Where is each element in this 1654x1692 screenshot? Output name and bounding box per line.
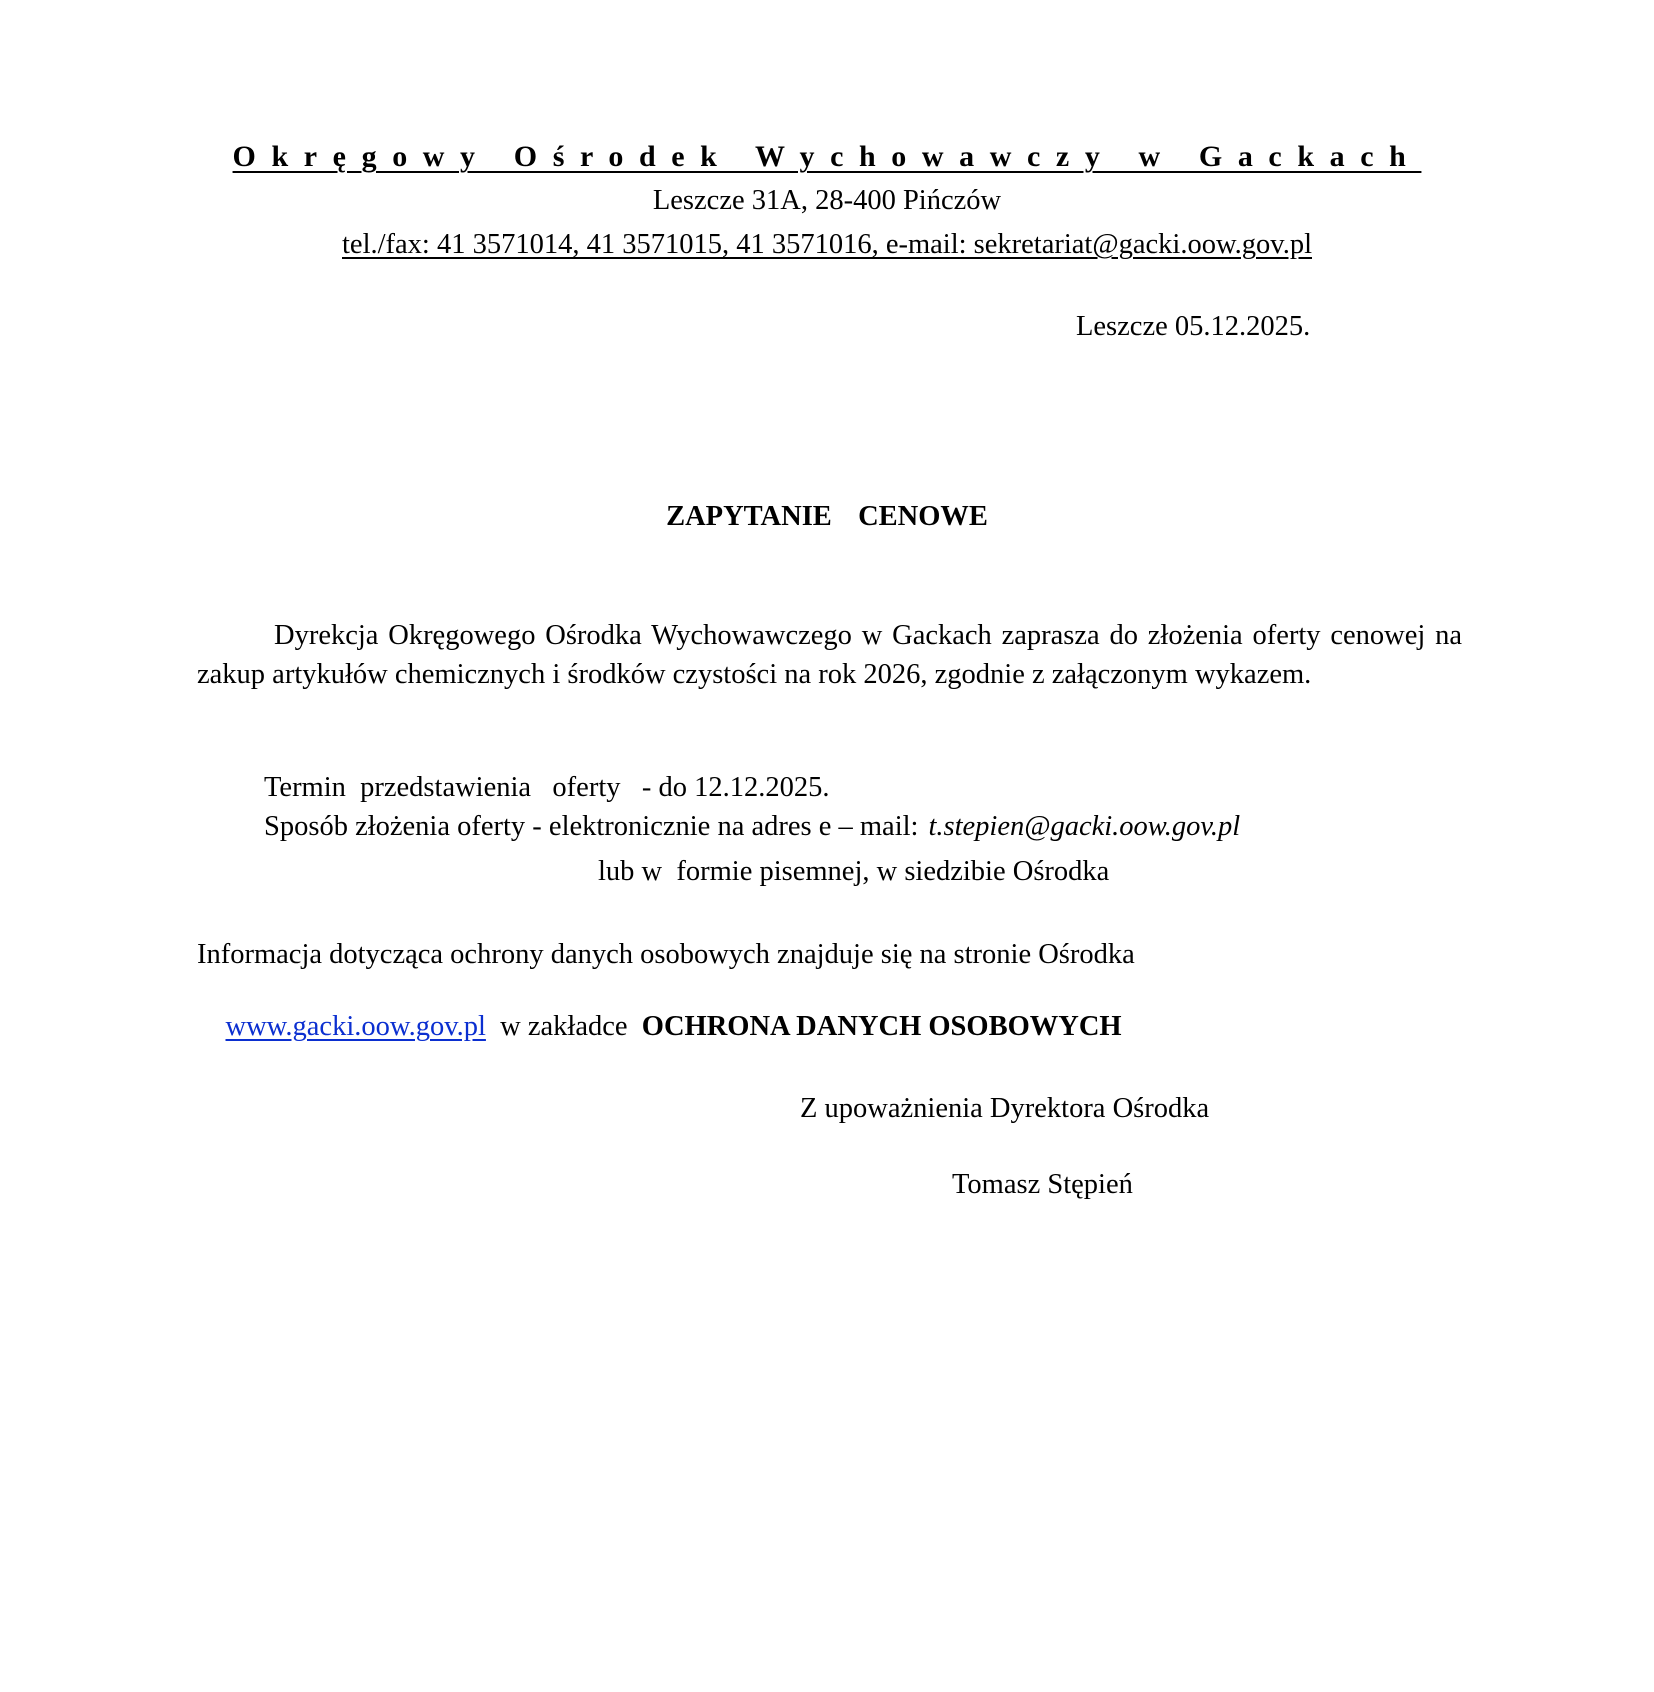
signature-authorization: Z upoważnienia Dyrektora Ośrodka [800,1093,1210,1124]
institution-address: Leszcze 31A, 28-400 Pińczów [652,185,1002,216]
signature-name: Tomasz Stępień [952,1169,1133,1200]
institution-contact-text: tel./fax: 41 3571014, 41 3571015, 41 3571016, e-mail: sekretariat@gacki.oow.gov.pl [342,229,1312,260]
privacy-info-link-line [197,976,1122,1078]
institution-name [0,140,1654,174]
institution-name-text: Okręgowy Ośrodek Wychowawczy w Gackach [232,140,1422,173]
submission-alternative: lub w formie pisemnej, w siedzibie Ośrodka [598,856,1110,887]
body-paragraph: Dyrekcja Okręgowego Ośrodka Wychowawczego w Gackach zaprasza do złożenia oferty cenowej na zakup artykułów chemicznych i środków czystości na rok 2026, zgodnie z załączonym wykazem. [197,620,1462,690]
privacy-middle-text: w zakładce [485,1011,642,1042]
privacy-info-line: Informacja dotycząca ochrony danych osobowych znajduje się na stronie Ośrodka [197,939,1135,970]
document-title: ZAPYTANIE CENOWE [666,501,988,532]
institution-contact [0,228,1654,262]
website-link[interactable]: www.gacki.oow.gov.pl [225,1011,486,1042]
submission-method-text: Sposób złożenia oferty - elektronicznie na adres e – mail: [264,811,919,842]
document-date: Leszcze 05.12.2025. [1076,311,1311,342]
submission-email: t.stepien@gacki.oow.gov.pl [928,811,1241,842]
privacy-tab-name: OCHRONA DANYCH OSOBOWYCH [641,1011,1122,1042]
offer-deadline: Termin przedstawienia oferty - do 12.12.2025. [264,772,830,803]
submission-method [264,810,1240,844]
